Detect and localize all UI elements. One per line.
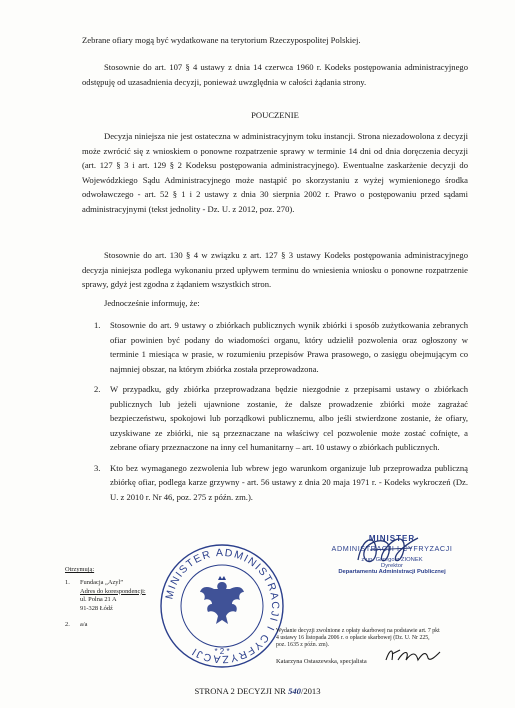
recipient-number: 2. — [65, 621, 70, 629]
seal-number: * 2 * — [214, 647, 230, 656]
paragraph-inform-intro: Jednocześnie informuję, że: — [104, 298, 200, 308]
list-item-number: 3. — [94, 462, 101, 473]
decision-number-handwritten: 540 — [288, 686, 301, 696]
director-signature — [352, 530, 424, 572]
paragraph-appeal-instructions: Decyzja niniejsza nie jest ostateczna w administracyjnym toku instancji. Strona niezadowolona z decyzji może zwrócić się z wnioskiem o ponowne rozpatrzenie sprawy w terminie 14 dni od dnia doręczenia decyzji (art. 127 § 3 i art. 129 § 2 Kodeksu postępowania administracyjnego). Ewentualne zaskarżenie decyzji do Wojewódzkiego Sądu Administracyjnego może nastąpić po skorzystaniu z wyżej wymienionego środka odwoławczego - art. 52 § 1 i 2 ustawy z dnia 30 sierpnia 2002 r. Prawo o postępowaniu przed sądami administracyjnymi (tekst jednolity - Dz. U. z 2012, poz. 270). — [82, 131, 468, 214]
paragraph-justification-waiver: Stosownie do art. 107 § 4 ustawy z dnia 14 czerwca 1960 r. Kodeks postępowania administracyjnego odstępuję od uzasadnienia decyzji, ponieważ uwzględnia w całości żądania strony. — [82, 62, 468, 87]
page-footer — [0, 686, 515, 696]
information-list — [82, 318, 468, 510]
eagle-emblem-icon — [200, 576, 244, 624]
recipient-city: 91-328 Łódź — [80, 604, 113, 612]
list-item-number: 1. — [94, 320, 101, 330]
stamp-department-line: Departamentu Administracji Publicznej — [338, 569, 446, 575]
recipient-name: Fundacja „Azyl” — [80, 579, 124, 587]
list-item-text: Stosownie do art. 9 ustawy o zbiórkach publicznych wynik zbiórki i sposób zużytkowania zebranych ofiar powinien być podany do wiadomości organu, który udzielił pozwolenia oraz ogłoszony w terminie 1 miesiąca w prasie, w rozumieniu przepisów Prawa prasowego, o zasięgu obejmującym co najmniej obszar, na którym zbiórka została przeprowadzona. — [110, 320, 468, 374]
stamp-title-line: Dyrektor — [381, 563, 403, 569]
fee-exemption-note — [276, 628, 472, 650]
recipient-street: ul. Polna 21 A — [80, 596, 117, 604]
specialist-signature — [384, 646, 442, 666]
recipient-address-label: Adres do korespondencji: — [80, 587, 146, 595]
paragraph-immediate-execution: Stosownie do art. 130 § 4 w związku z art. 127 § 3 ustawy Kodeks postępowania administracyjnego decyzja niniejsza podlega wykonaniu przed upływem terminu do wniesienia wniosku o ponowne rozpatrzenie sprawy, gdyż jest zgodna z żądaniem wszystkich stron. — [82, 250, 468, 289]
page-footer-prefix: STRONA 2 DECYZJI NR — [194, 686, 289, 696]
seal-text: MINISTER ADMINISTRACJI I CYFRYZACJI — [163, 546, 282, 666]
list-item — [82, 461, 468, 505]
list-item-text: W przypadku, gdy zbiórka przeprowadzana będzie niezgodnie z przepisami ustawy o zbiórkach publicznych lub jeżeli ujawnione zostanie, że dalsze prowadzenie zbiórki może zagrażać bezpieczeństwu, spokojowi lub porządkowi publicznemu, albo jeśli stwierdzone zostanie, że ofiary, uzyskiwane ze zbiórki, nie są przeznaczane na właściwy cel pozwolenie może zostać cofnięte, a zebrane ofiary przeznaczone na inny cel humanitarny – art. 10 ustawy o zbiórkach publicznych. — [110, 384, 468, 452]
recipients-label: Otrzymują: — [65, 566, 95, 573]
specialist-line: Katarzyna Ostaszewska, specjalista — [276, 658, 367, 665]
list-item — [82, 382, 468, 455]
stamp-signatory-line: z up. Grzegorz ZIONEK — [361, 557, 423, 563]
fee-note-line-2: 4 ustawy 16 listopada 2006 r. o opłacie skarbowej (Dz. U. Nr 225, — [276, 635, 430, 642]
fee-note-line-1: Wydanie decyzji zwolnione z opłaty skarbowej na podstawie art. 7 pkt — [276, 628, 440, 634]
recipients-block — [65, 566, 146, 629]
stamp-minister-line: MINISTER — [368, 534, 416, 543]
list-item-number: 2. — [94, 384, 101, 394]
heading-pouczenie: POUCZENIE — [251, 110, 299, 120]
recipient-archive: a/a — [80, 621, 88, 629]
list-item — [82, 318, 468, 376]
fee-note-line-3: poz. 1635 z późn. zm). — [276, 642, 329, 649]
list-item-text: Kto bez wymaganego zezwolenia lub wbrew jego warunkom organizuje lub przeprowadza publiczną zbiórkę ofiar, podlega karze grzywny - art. 56 ustawy z dnia 20 maja 1971 r. - Kodeks wykroczeń (Dz. U. z 2010 r. Nr 46, poz. 275 z późn. zm.). — [110, 462, 468, 502]
page-footer-suffix: /2013 — [300, 686, 321, 696]
paragraph-donations-territory: Zebrane ofiary mogą być wydatkowane na terytorium Rzeczypospolitej Polskiej. — [82, 35, 361, 45]
round-official-seal — [158, 542, 286, 670]
recipient-number: 1. — [65, 579, 70, 587]
stamp-ministry-line: ADMINISTRACJI I CYFRYZACJI — [331, 544, 453, 553]
